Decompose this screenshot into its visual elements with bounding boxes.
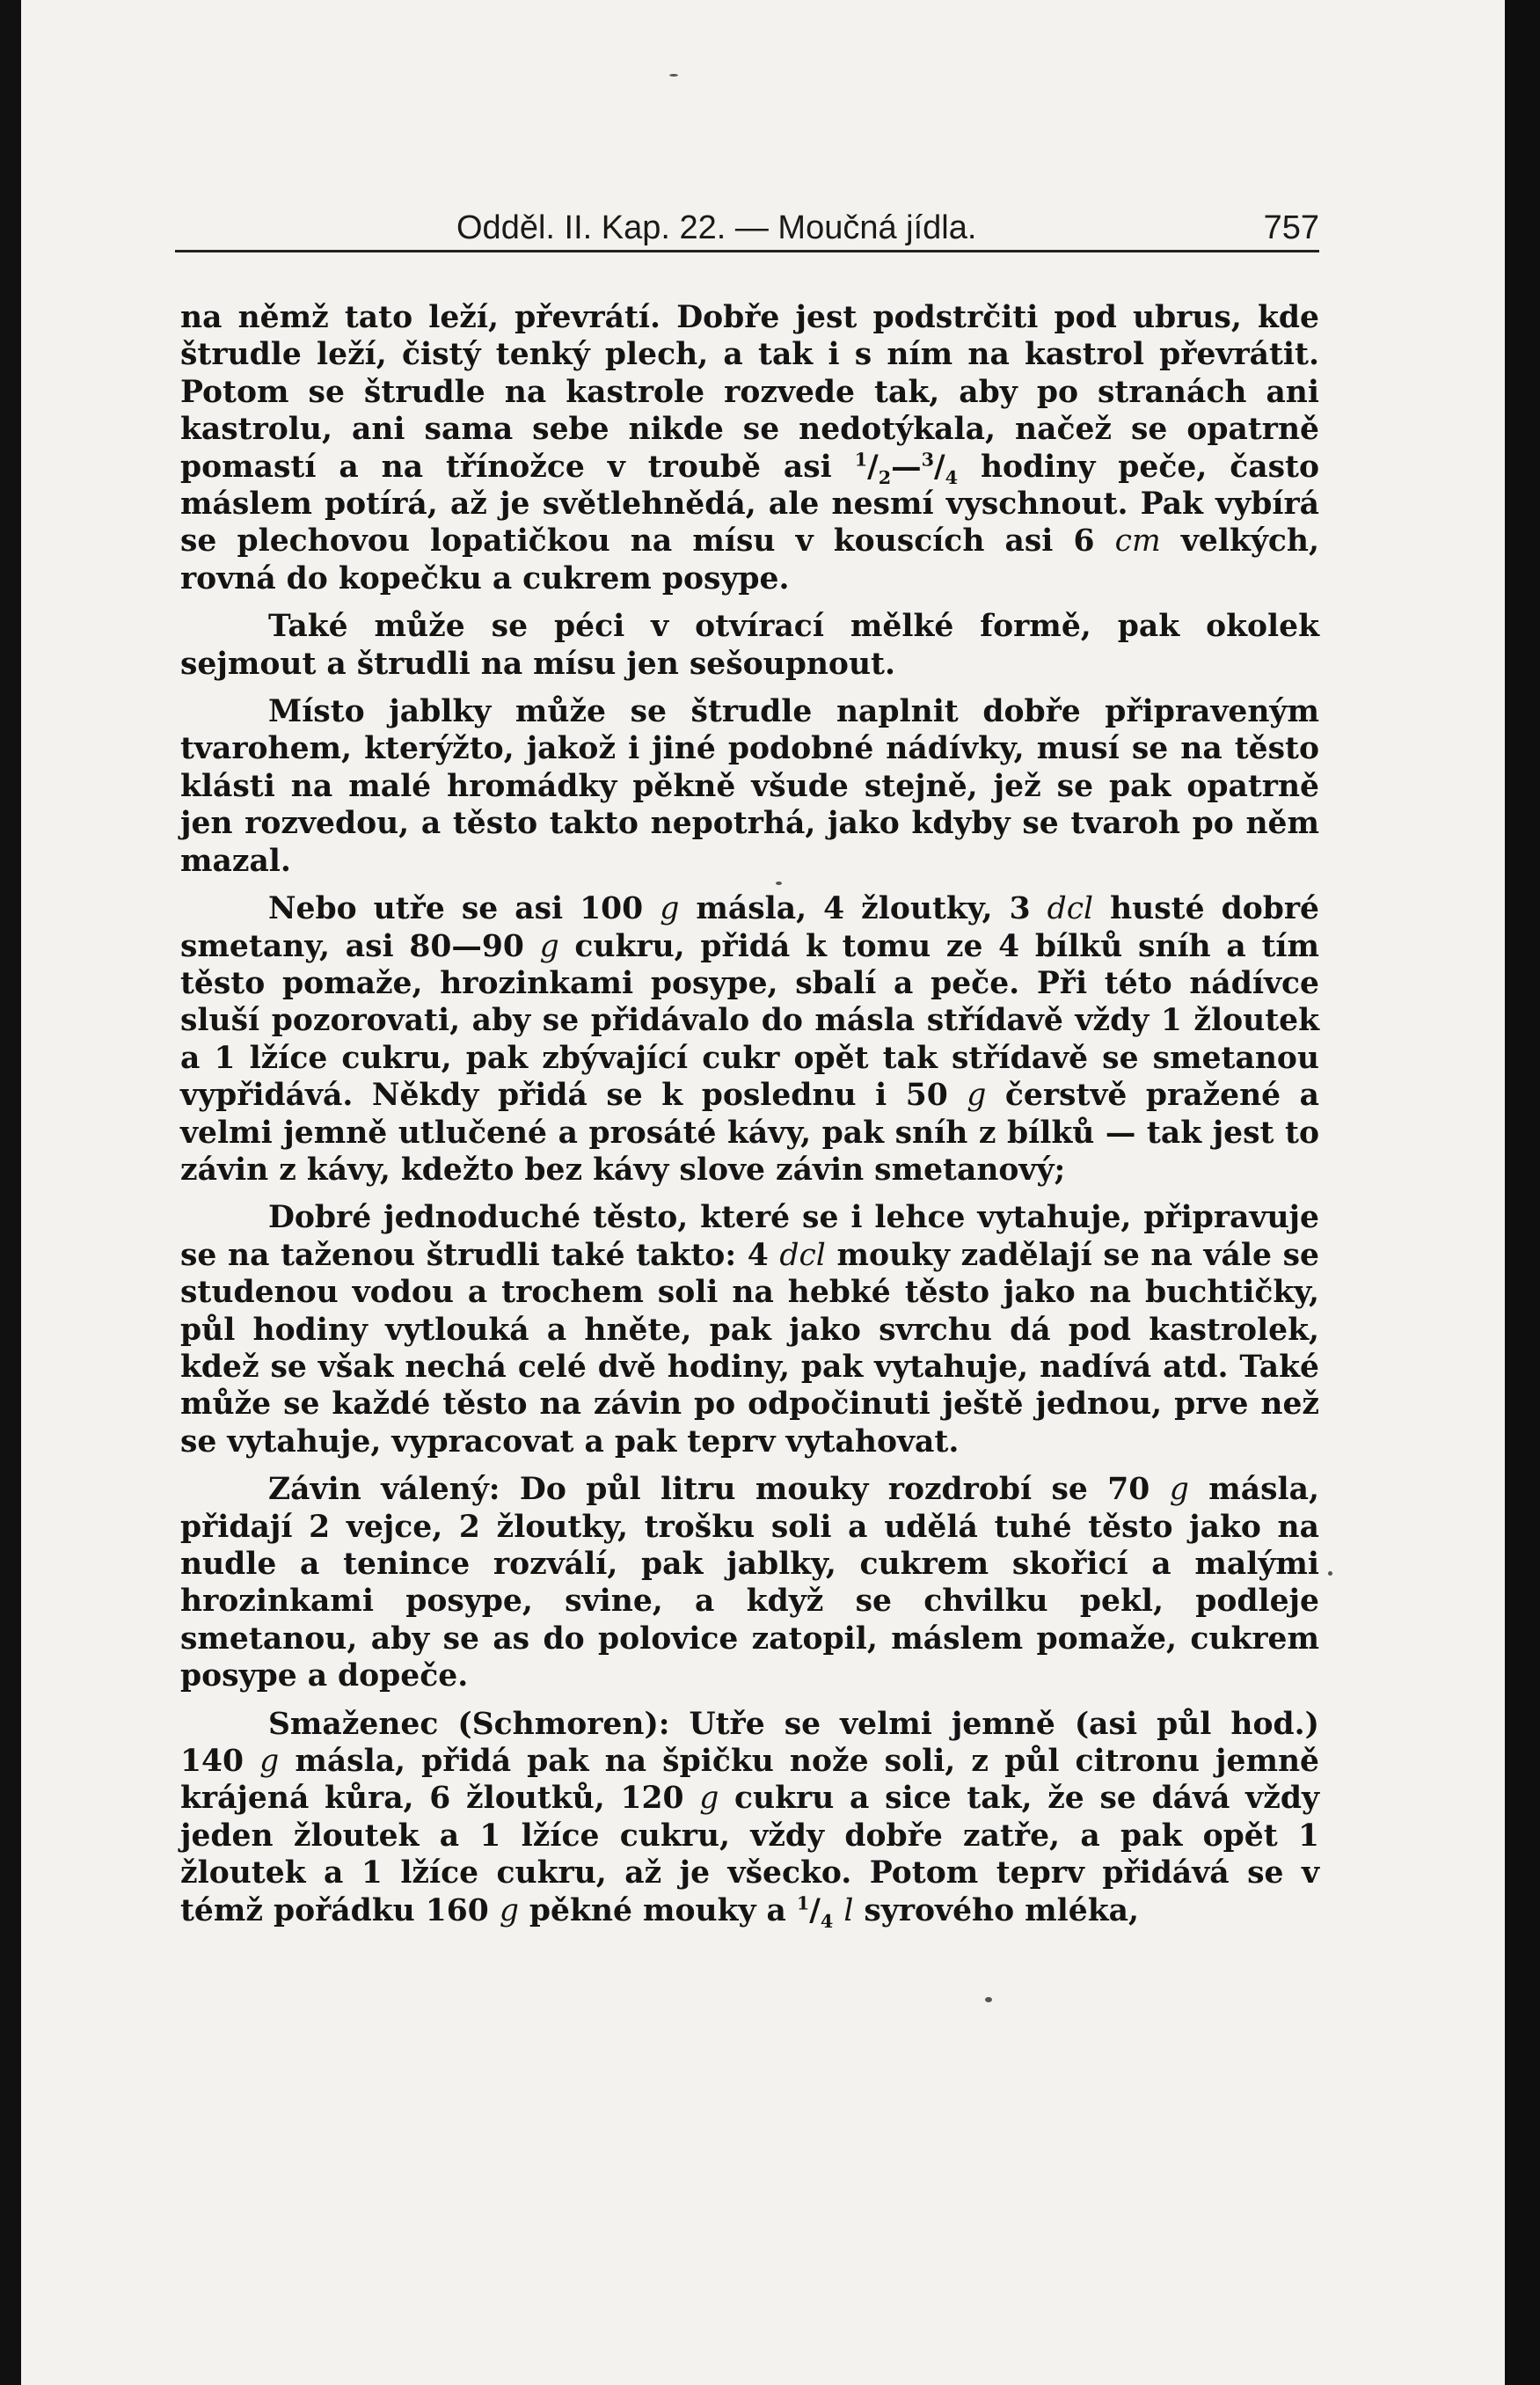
running-title: Odděl. II. Kap. 22. — Moučná jídla. [456,209,977,246]
fraction-numerator: 3 [921,449,935,471]
unit-abbrev: g [660,891,680,927]
unit-abbrev: g [967,1078,987,1114]
text-run: másla, přidá pak na špičku nože soli, z půl citronu jemně krájená kůra, 6 žloutků, 120 [180,1744,1319,1817]
text-run: na němž tato leží, převrátí. Dobře jest podstrčiti pod ubrus, kde štrudle leží, čistý tenký plech, a tak i s ním na kastrol převrátit. Potom se štrudle na kastrole rozvede tak, aby po stranách ani kastrolu, ani sama sebe nikde se nedotýkala, načež se opatrně pomastí a na třínožce v troubě asi [180,300,1319,485]
unit-abbrev: g [699,1781,719,1817]
body-text [180,299,1320,1932]
text-run: husté dobré smetany, asi 80—90 [180,891,1319,964]
unit-abbrev: cm [1114,523,1161,560]
text-run: Závin válený: Do půl litru mouky rozdrobí se 70 [268,1472,1170,1508]
text-run: Také může se péci v otvírací mělké formě, pak okolek sejmout a štrudli na mísu jen sešoupnout. [180,609,1319,682]
paragraph-p1 [180,299,1319,597]
text-run: mouky zadělají se na vále se studenou vodou a trochem soli na hebké těsto jako na buchtičky, půl hodiny vytlouká a hněte, pak jako svrchu dá pod kastrolek, kdež se však nechá celé dvě hodiny, pak vytahuje, nadívá atd. Také může se každé těsto na závin po odpočinuti ještě jednou, prve než se vytahuje, vypracovat a pak teprv vytahovat. [180,1237,1319,1460]
text-run: másla, 4 žloutky, 3 [679,891,1047,927]
text-run: cukru a sice tak, že se dává vždy jeden žloutek a 1 lžíce cukru, vždy dobře zatře, a pak opět 1 žloutek a 1 lžíce cukru, až je všecko. Potom teprv přidává se v témž pořádku 160 [180,1781,1319,1928]
unit-abbrev: g [539,928,559,964]
fraction-denominator: 2 [878,466,892,488]
text-run: Místo jablky může se štrudle naplnit dobře připraveným tvarohem, kterýžto, jakož i jiné podobné nádívky, musí se na těsto klásti na malé hromádky pěkně všude stejně, jež se pak opatrně jen rozvedou, a těsto takto nepotrhá, jako kdyby se tvaroh po něm mazal. [180,694,1319,879]
fraction-numerator: 1 [796,1892,810,1914]
paragraph-p2 [180,608,1319,683]
unit-abbrev: g [1169,1472,1189,1508]
fraction-denominator: 4 [945,466,959,488]
book-page [21,0,1505,2385]
scan-speck [669,74,678,77]
text-run: Nebo utře se asi 100 [268,891,661,927]
text-run: hodiny peče, často máslem potírá, až je světlehnědá, ale nesmí vyschnout. Pak vybírá se plechovou lopatičkou na mísu v kouscích asi 6 [180,449,1319,560]
text-run [833,1893,843,1928]
text-run: — [891,449,922,485]
text-run: másla, přidají 2 vejce, 2 žloutky, trošku soli a udělá tuhé těsto jako na nudle a tenince rozválí, pak jablky, cukrem skořicí a malými hrozinkami posype, svine, a když se chvilku pekl, podleje smetanou, aby se as do polovice zatopil, máslem pomaže, cukrem posype a dopeče. [180,1472,1319,1694]
paragraph-p4 [180,890,1319,1189]
unit-abbrev: g [259,1744,280,1780]
fraction: $^1/_2$ [854,449,892,488]
text-run: syrového mléka, [853,1892,1139,1928]
unit-abbrev: dcl [779,1237,826,1273]
paragraph-p5 [180,1199,1319,1460]
scan-speck [776,882,782,885]
scan-edge-left [0,0,21,2385]
page-number: 757 [1263,209,1319,246]
unit-abbrev: l [843,1892,854,1928]
paragraph-p6 [180,1471,1319,1694]
fraction: $^1/_4$ [796,1892,834,1932]
text-run: čerstvě pražené a velmi jemně utlučené a prosáté kávy, pak sníh z bílků — tak jest to závin z kávy, kdežto bez kávy slove závin smetanový; [180,1078,1320,1188]
scan-speck [1328,1571,1332,1576]
text-run: pěkné mouky a [518,1892,797,1928]
paragraph-p7 [180,1706,1319,1932]
fraction-denominator: 4 [820,1910,834,1932]
paragraph-p3 [180,693,1319,880]
text-run: Smaženec (Schmoren): Utře se velmi jemně (asi půl hod.) 140 [180,1706,1319,1780]
text-run: velkých, rovná do kopečku a cukrem posype. [180,523,1319,596]
unit-abbrev: g [499,1892,519,1928]
header-rule [175,250,1319,252]
text-run: cukru, přidá k tomu ze 4 bílků sníh a tím těsto pomaže, hrozinkami posype, sbalí a peče. Při této nádívce sluší pozorovati, aby se přidávalo do másla střídavě vždy 1 žloutek a 1 lžíce cukru, pak zbývající cukr opět tak střídavě se smetanou vypřidává. Někdy přidá se k poslednu i 50 [180,928,1319,1114]
fraction: $^3/_4$ [921,449,959,488]
running-header [180,208,1319,252]
scan-edge-right [1505,0,1540,2385]
unit-abbrev: dcl [1047,891,1094,927]
scan-speck [985,1997,992,2002]
fraction-numerator: 1 [854,449,868,471]
text-run: Dobré jednoduché těsto, které se i lehce vytahuje, připravuje se na taženou štrudli také takto: 4 [180,1200,1319,1273]
